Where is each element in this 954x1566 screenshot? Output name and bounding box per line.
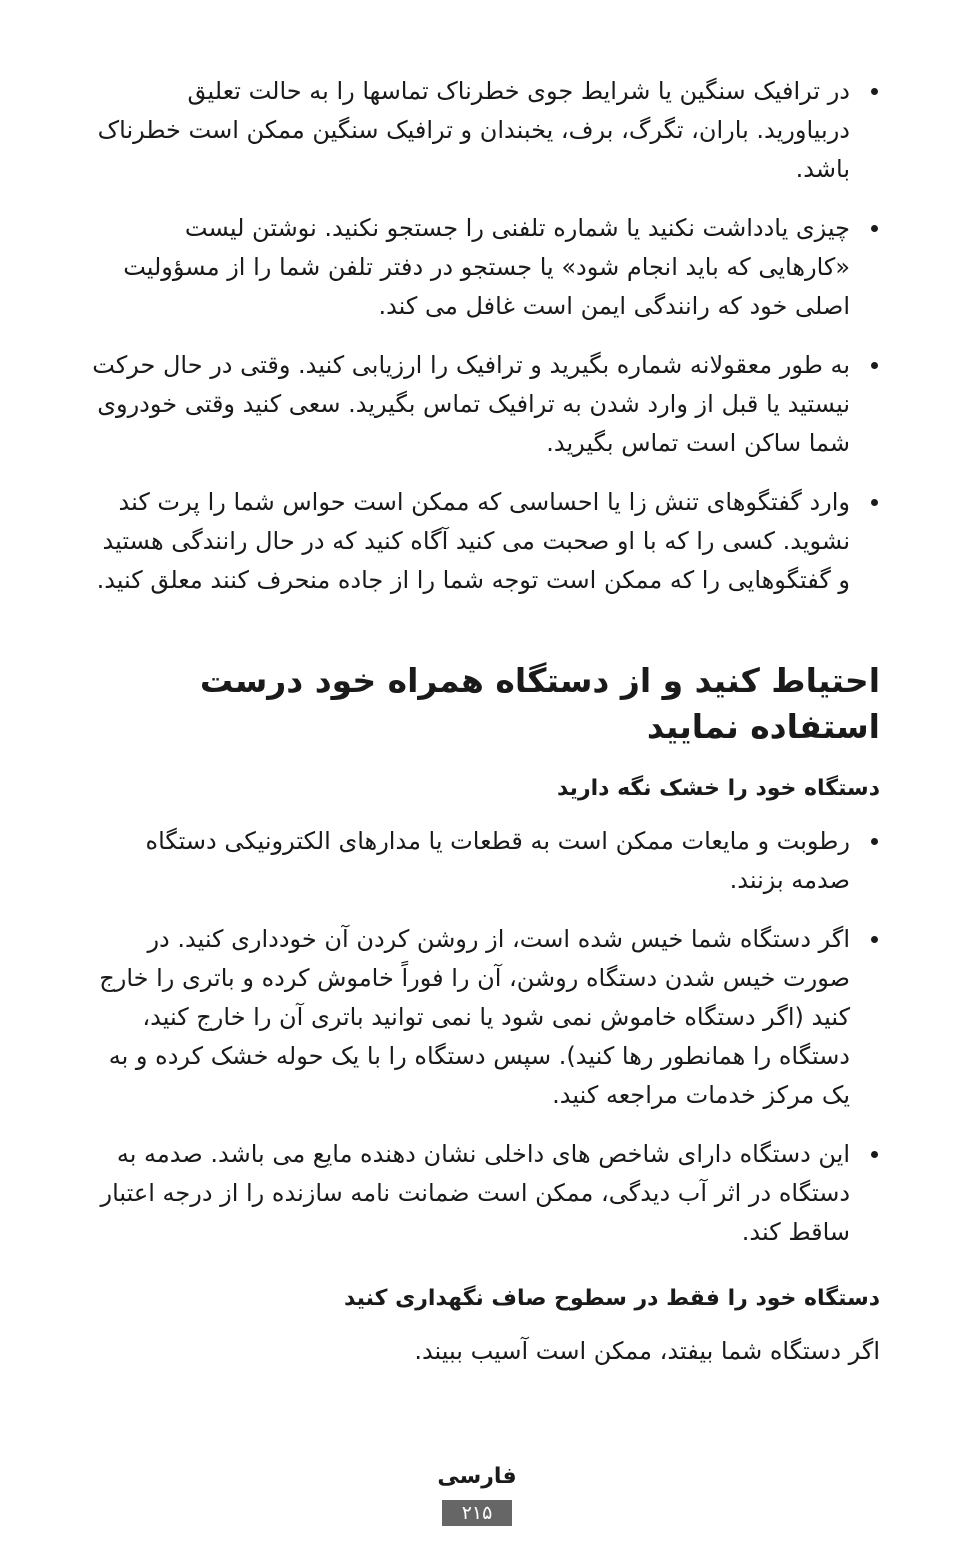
list-item	[90, 822, 880, 900]
list-item	[90, 72, 880, 189]
list-item-text: وارد گفتگوهای تنش زا یا احساسی که ممکن است حواس شما را پرت کند نشوید. کسی را که با او صحبت می کنید آگاه کنید که در حال رانندگی هستید و گفتگوهایی را که ممکن است توجه شما را از جاده منحرف کنند معلق کنید.	[96, 488, 850, 594]
subsection-title-flat-surface: دستگاه خود را فقط در سطوح صاف نگهداری کنید	[343, 1286, 880, 1311]
footer-language: فارسی	[437, 1464, 517, 1489]
list-item-text: چیزی یادداشت نکنید یا شماره تلفنی را جستجو نکنید. نوشتن لیست «کارهایی که باید انجام شود» یا جستجو در دفتر تلفن شما را از مسؤولیت اصلی خود که رانندگی ایمن است غافل می کند.	[123, 214, 850, 320]
list-item-text: به طور معقولانه شماره بگیرید و ترافیک را ارزیابی کنید. وقتی در حال حرکت نیستید یا قبل از وارد شدن به ترافیک تماس بگیرید. سعی کنید وقتی خودروی شما ساکن است تماس بگیرید.	[92, 351, 850, 457]
driving-safety-list	[90, 72, 880, 600]
list-item	[90, 483, 880, 600]
section-title: احتیاط کنید و از دستگاه همراه خود درست استفاده نمایید	[199, 661, 880, 746]
bullet-icon	[871, 362, 878, 369]
list-item-text: اگر دستگاه شما خیس شده است، از روشن کردن آن خودداری کنید. در صورت خیس شدن دستگاه روشن، آن را فوراً خاموش کرده و باتری را خارج کنید (اگر دستگاه خاموش نمی شود یا نمی توانید باتری آن را خارج کنید، دستگاه را همانطور رها کنید). سپس دستگاه را با یک حوله خشک کرده و به یک مرکز خدمات مراجعه کنید.	[99, 925, 850, 1109]
bullet-icon	[871, 225, 878, 232]
page-footer	[0, 1462, 954, 1526]
list-item	[90, 346, 880, 463]
bullet-icon	[871, 88, 878, 95]
list-item	[90, 920, 880, 1115]
bullet-icon	[871, 838, 878, 845]
page-content	[90, 72, 880, 1371]
list-item	[90, 1135, 880, 1252]
bullet-icon	[871, 1151, 878, 1158]
list-item-text: این دستگاه دارای شاخص های داخلی نشان دهنده مایع می باشد. صدمه به دستگاه در اثر آب دیدگی، ممکن است ضمانت نامه سازنده را از درجه اعتبار ساقط کند.	[100, 1140, 850, 1246]
keep-dry-list	[90, 822, 880, 1252]
list-item-text: در ترافیک سنگین یا شرایط جوی خطرناک تماسها را به حالت تعلیق دربیاورید. باران، تگرگ، برف، یخبندان و ترافیک سنگین ممکن است خطرناک باشد.	[97, 77, 850, 183]
list-item-text: رطوبت و مایعات ممکن است به قطعات یا مدارهای الکترونیکی دستگاه صدمه بزنند.	[145, 827, 850, 894]
flat-surface-text: اگر دستگاه شما بیفتد، ممکن است آسیب ببیند.	[414, 1337, 880, 1365]
subsection-title-keep-dry: دستگاه خود را خشک نگه دارید	[556, 776, 880, 801]
bullet-icon	[871, 936, 878, 943]
page-number-badge: ۲۱۵	[442, 1500, 513, 1526]
bullet-icon	[871, 499, 878, 506]
list-item	[90, 209, 880, 326]
